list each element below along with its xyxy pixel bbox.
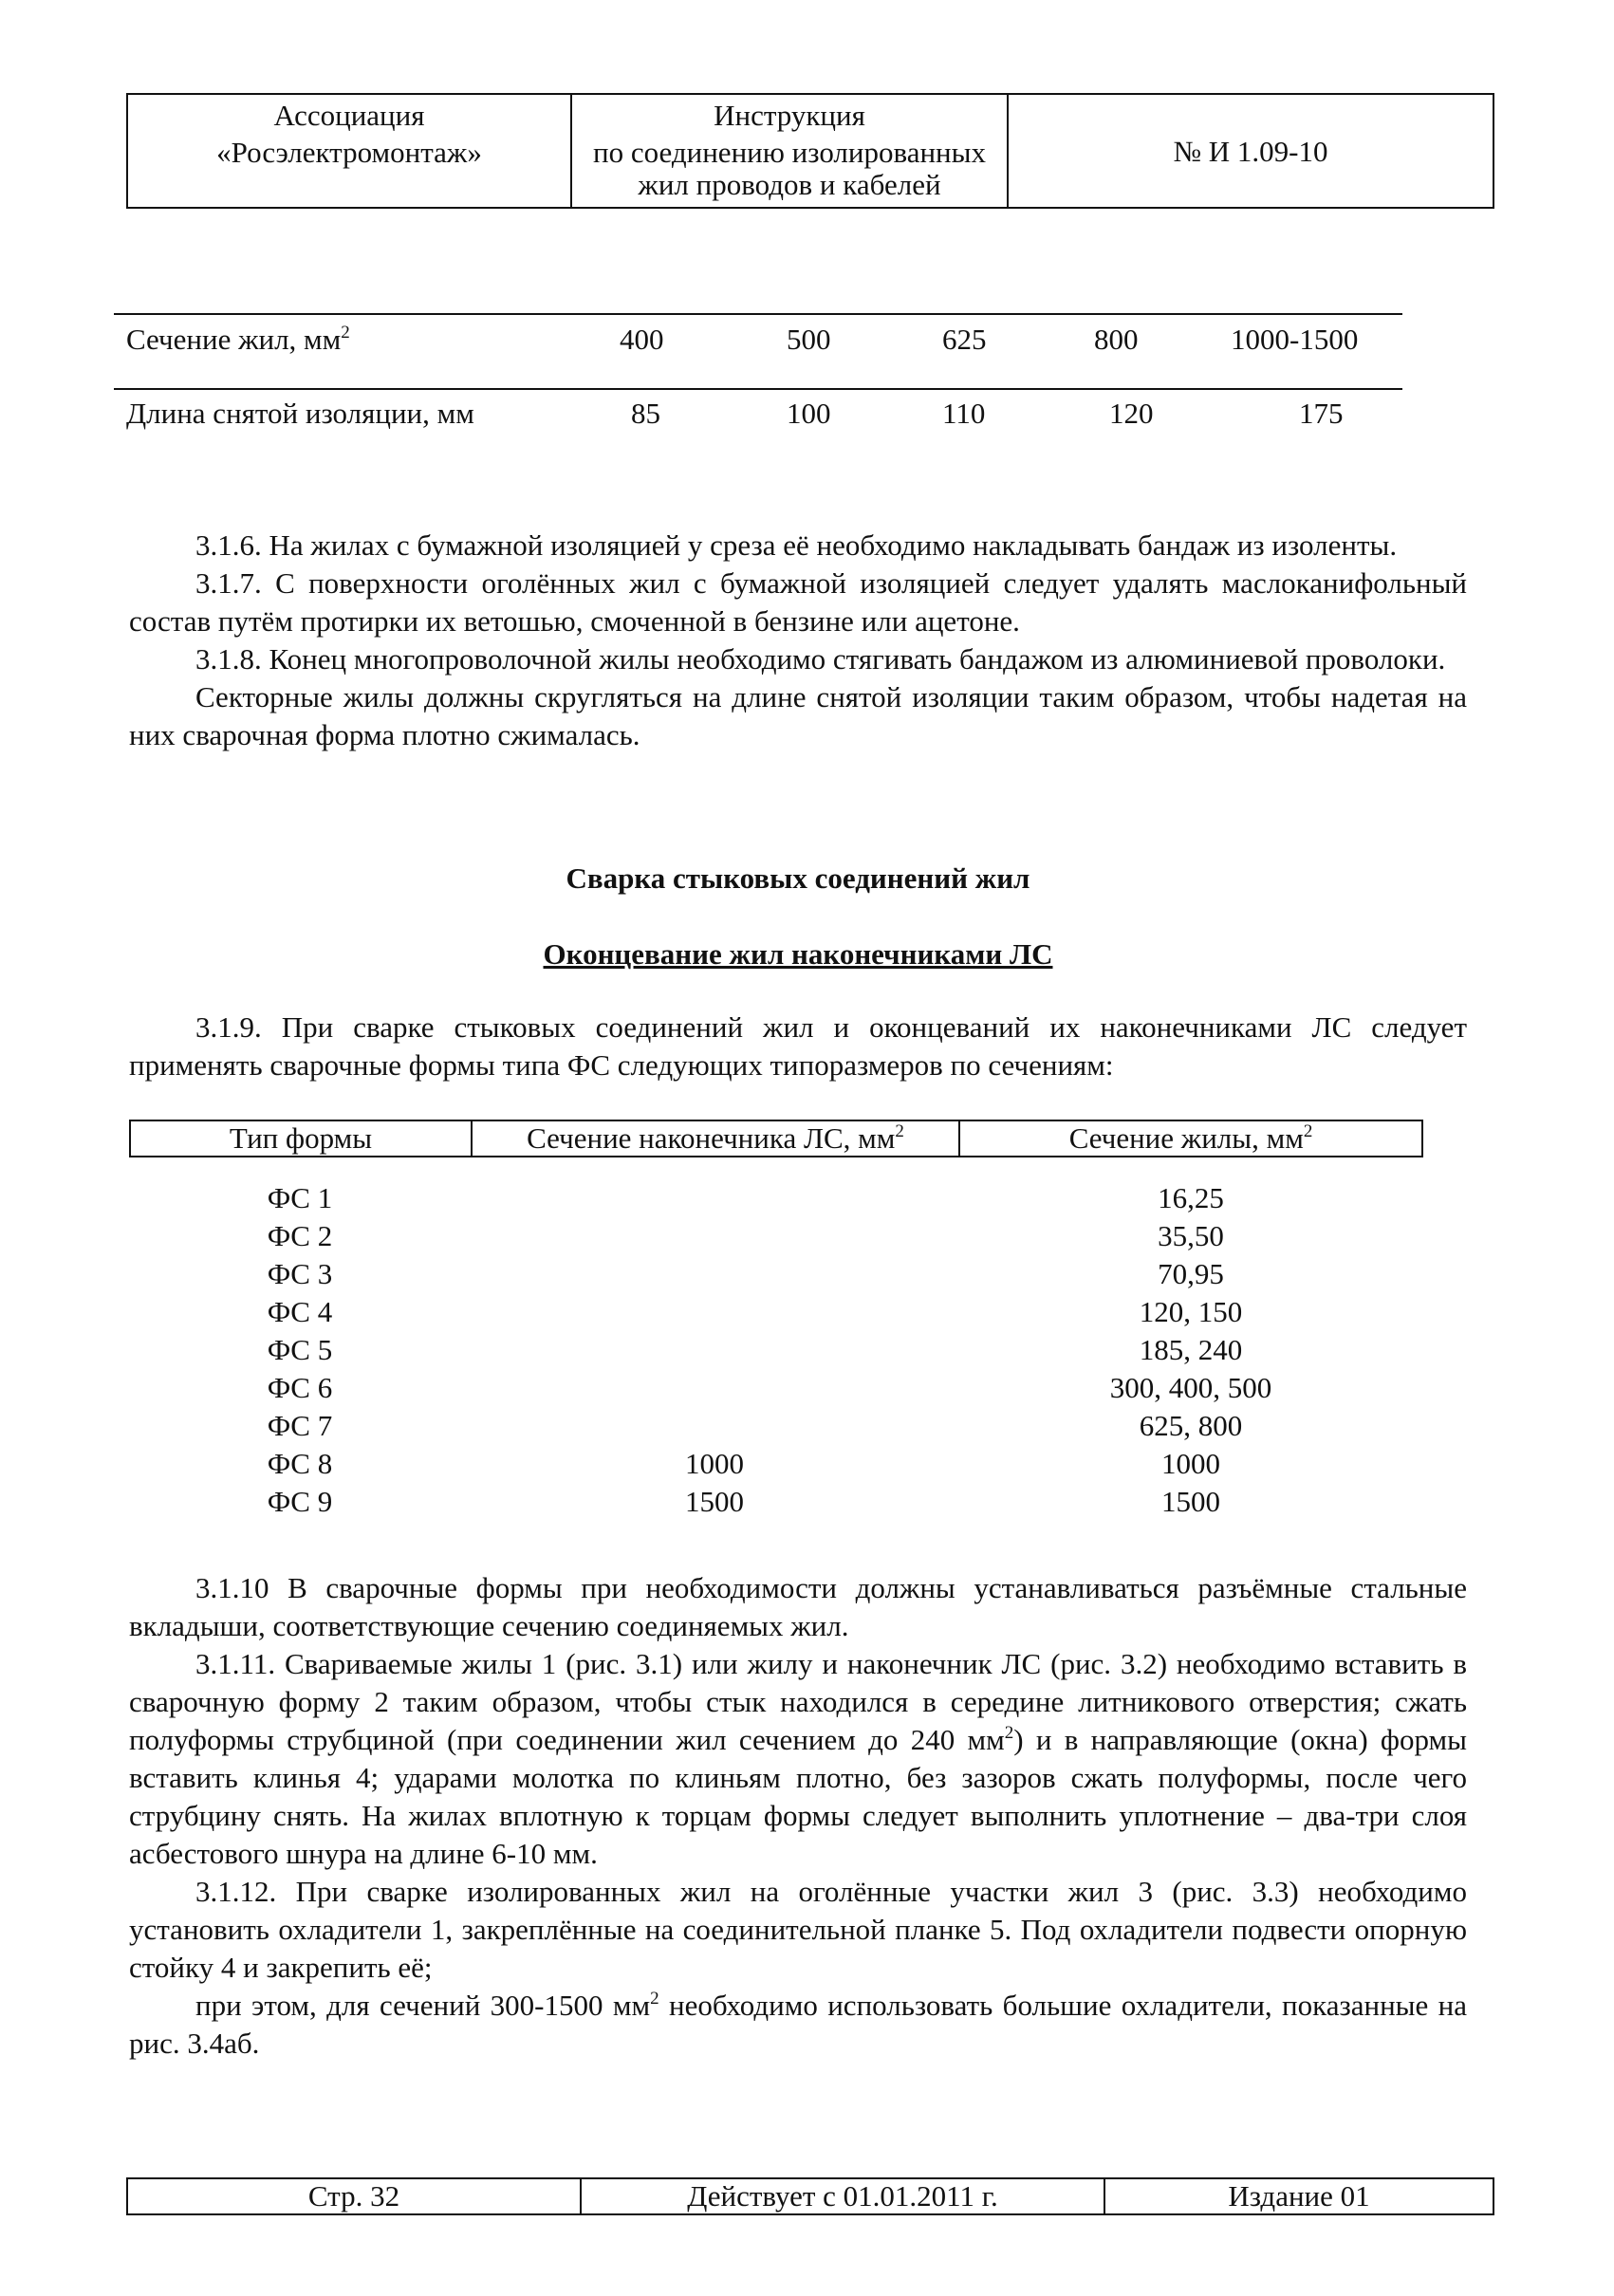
table-row: ФС 8 1000 1000 xyxy=(267,1447,1220,1480)
table2-body xyxy=(129,1179,1423,1521)
table-row: ФС 5 185, 240 xyxy=(267,1333,1243,1366)
title-line1: Инструкция xyxy=(714,99,865,132)
paragraphs-group-b xyxy=(129,1569,1467,2063)
table1-cell: 625 xyxy=(942,323,987,356)
table-row: ФС 2 35,50 xyxy=(267,1219,1224,1252)
doc-number: № И 1.09-10 xyxy=(1173,135,1328,168)
table-row: ФС 9 1500 1500 xyxy=(267,1485,1220,1518)
paragraph-3-1-7: 3.1.7. С поверхности оголённых жил с бумажной изоляцией следует удалять маслоканифольный состав путём протирки их ветошью, смоченной в бензине или ацетоне. xyxy=(129,566,1467,638)
table1-cell: 110 xyxy=(942,397,986,430)
paragraph-3-1-9-block xyxy=(129,1009,1467,1084)
table1-cell: 800 xyxy=(1094,323,1139,356)
table1-top-rule xyxy=(114,313,1402,315)
paragraph-3-1-9: 3.1.9. При сварке стыковых соединений жил и оконцеваний их наконечниками ЛС следует применять сварочные формы типа ФС следующих типоразмеров по сечениям: xyxy=(129,1010,1467,1082)
title-cell xyxy=(572,95,1009,207)
footer-page: Стр. 32 xyxy=(128,2179,582,2213)
table2-header xyxy=(129,1120,1423,1157)
title-line3: жил проводов и кабелей xyxy=(638,168,941,201)
table-row: ФС 4 120, 150 xyxy=(267,1295,1243,1328)
heading-lugs: Оконцевание жил наконечниками ЛС xyxy=(543,937,1053,971)
paragraph-3-1-6: 3.1.6. На жилах с бумажной изоляцией у среза её необходимо накладывать бандаж из изоленты. xyxy=(195,528,1398,562)
table1-cell: 175 xyxy=(1299,397,1344,430)
org-line1: Ассоциация xyxy=(273,99,425,132)
title-line2: по соединению изолированных xyxy=(593,136,986,169)
table-row: ФС 6 300, 400, 500 xyxy=(267,1371,1272,1404)
paragraph-sector-cores: Секторные жилы должны скругляться на длине снятой изоляции таким образом, чтобы надетая на них сварочная форма плотно сжималась. xyxy=(129,680,1467,751)
heading-butt-welding: Сварка стыковых соединений жил xyxy=(566,861,1030,895)
document-footer xyxy=(126,2177,1494,2215)
paragraph-3-1-8: 3.1.8. Конец многопроволочной жилы необходимо стягивать бандажом из алюминиевой проволоки. xyxy=(195,642,1446,676)
table1-row2-label: Длина снятой изоляции, мм xyxy=(126,397,474,430)
footer-edition: Издание 01 xyxy=(1228,2179,1370,2213)
document-header xyxy=(126,93,1494,209)
paragraph-3-1-11: 3.1.11. Свариваемые жилы 1 (рис. 3.1) или жилу и наконечник ЛС (рис. 3.2) необходимо вставить в сварочную форму 2 таким образом, чтобы стык находился в середине литникового отверстия; сжать полуформы струбциной (при соединении жил сечением до 240 $мм^2$) и в направляющие (окна) формы вставить клинья 4; ударами молотка по клиньям плотно, без зазоров сжать полуформы, после чего струбцину снять. На жилах вплотную к торцам формы следует выполнить уплотнение – два-три слоя асбестового шнура на длине 6-10 мм. xyxy=(129,1647,1467,1870)
paragraph-coolers: при этом, для сечений 300-1500 $мм^2$ необходимо использовать большие охладители, показанные на рис. 3.4аб. xyxy=(129,1989,1467,2060)
table1-mid-rule xyxy=(114,388,1402,390)
table1-cell: 1000-1500 xyxy=(1231,323,1359,356)
table2-col-type: Тип формы xyxy=(131,1121,473,1156)
table1-cell: 400 xyxy=(620,323,664,356)
table2-col-tip: Сечение наконечника ЛС, $мм^2$ xyxy=(473,1121,960,1156)
table-row: ФС 1 16,25 xyxy=(267,1181,1224,1214)
table1-cell: 100 xyxy=(787,397,831,430)
paragraphs-group-a xyxy=(129,527,1467,754)
org-line2: «Росэлектромонтаж» xyxy=(216,136,482,169)
table1-cell: 85 xyxy=(631,397,660,430)
footer-effective-date: Действует с 01.01.2011 г. xyxy=(582,2179,1105,2213)
table2-col-core: Сечение жилы, $мм^2$ xyxy=(1068,1121,1313,1155)
table-row: ФС 3 70,95 xyxy=(267,1257,1224,1290)
table1-row1-label: Сечение жил, $мм^2$ xyxy=(126,323,350,356)
organization-cell xyxy=(128,95,572,207)
table1-cell: 500 xyxy=(787,323,831,356)
doc-number-cell xyxy=(1009,95,1493,207)
paragraph-3-1-10: 3.1.10 В сварочные формы при необходимости должны устанавливаться разъёмные стальные вкладыши, соответствующие сечению соединяемых жил. xyxy=(129,1571,1467,1642)
table1-cell: 120 xyxy=(1109,397,1154,430)
table-row: ФС 7 625, 800 xyxy=(267,1409,1243,1442)
paragraph-3-1-12: 3.1.12. При сварке изолированных жил на оголённые участки жил 3 (рис. 3.3) необходимо установить охладители 1, закреплённые на соединительной планке 5. Под охладители подвести опорную стойку 4 и закрепить её; xyxy=(129,1875,1467,1984)
